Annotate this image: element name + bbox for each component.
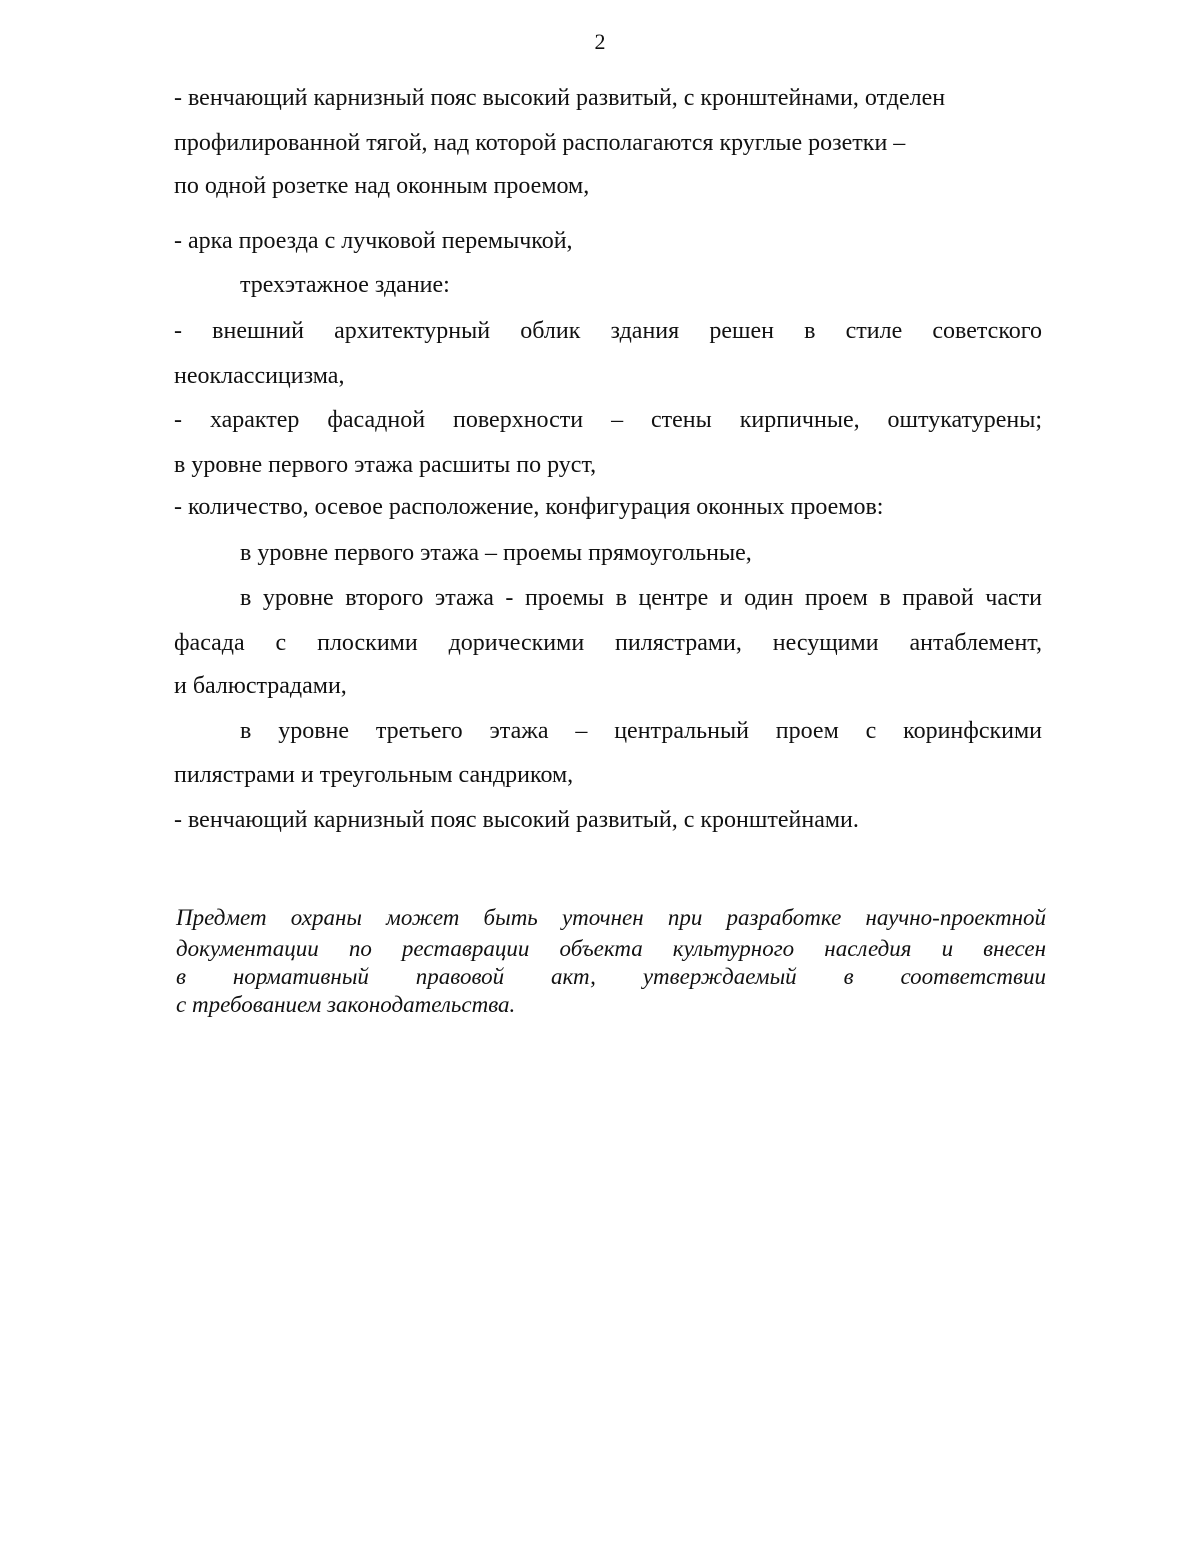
body-line: и балюстрадами, [174,673,347,699]
body-line: в уровне третьего этажа – центральный проем с коринфскими [240,718,1042,744]
body-line: профилированной тягой, над которой располагаются круглые розетки – [174,130,906,156]
body-line: фасада с плоскими дорическими пилястрами, несущими антаблемент, [174,630,1042,656]
body-line: - арка проезда с лучковой перемычкой, [174,228,573,254]
note-line: с требованием законодательства. [176,992,516,1017]
section-heading: трехэтажное здание: [240,272,450,298]
body-line: в уровне первого этажа – проемы прямоугольные, [240,540,752,566]
body-line: пилястрами и треугольным сандриком, [174,762,574,788]
body-line: в уровне первого этажа расшиты по руст, [174,452,597,478]
body-line: - венчающий карнизный пояс высокий развитый, с кронштейнами, отделен [174,85,946,111]
body-line: - количество, осевое расположение, конфигурация оконных проемов: [174,494,884,520]
page-number: 2 [594,29,606,54]
note-line: документации по реставрации объекта культурного наследия и внесен [176,936,1046,961]
note-line: Предмет охраны может быть уточнен при разработке научно-проектной [176,905,1046,930]
body-line: в уровне второго этажа - проемы в центре и один проем в правой части [240,585,1042,611]
body-line: неоклассицизма, [174,363,345,389]
note-line: в нормативный правовой акт, утверждаемый в соответствии [176,964,1046,989]
body-line: по одной розетке над оконным проемом, [174,173,590,199]
body-line: - венчающий карнизный пояс высокий развитый, с кронштейнами. [174,807,859,833]
body-line: - характер фасадной поверхности – стены кирпичные, оштукатурены; [174,407,1042,433]
body-line: - внешний архитектурный облик здания решен в стиле советского [174,318,1042,344]
